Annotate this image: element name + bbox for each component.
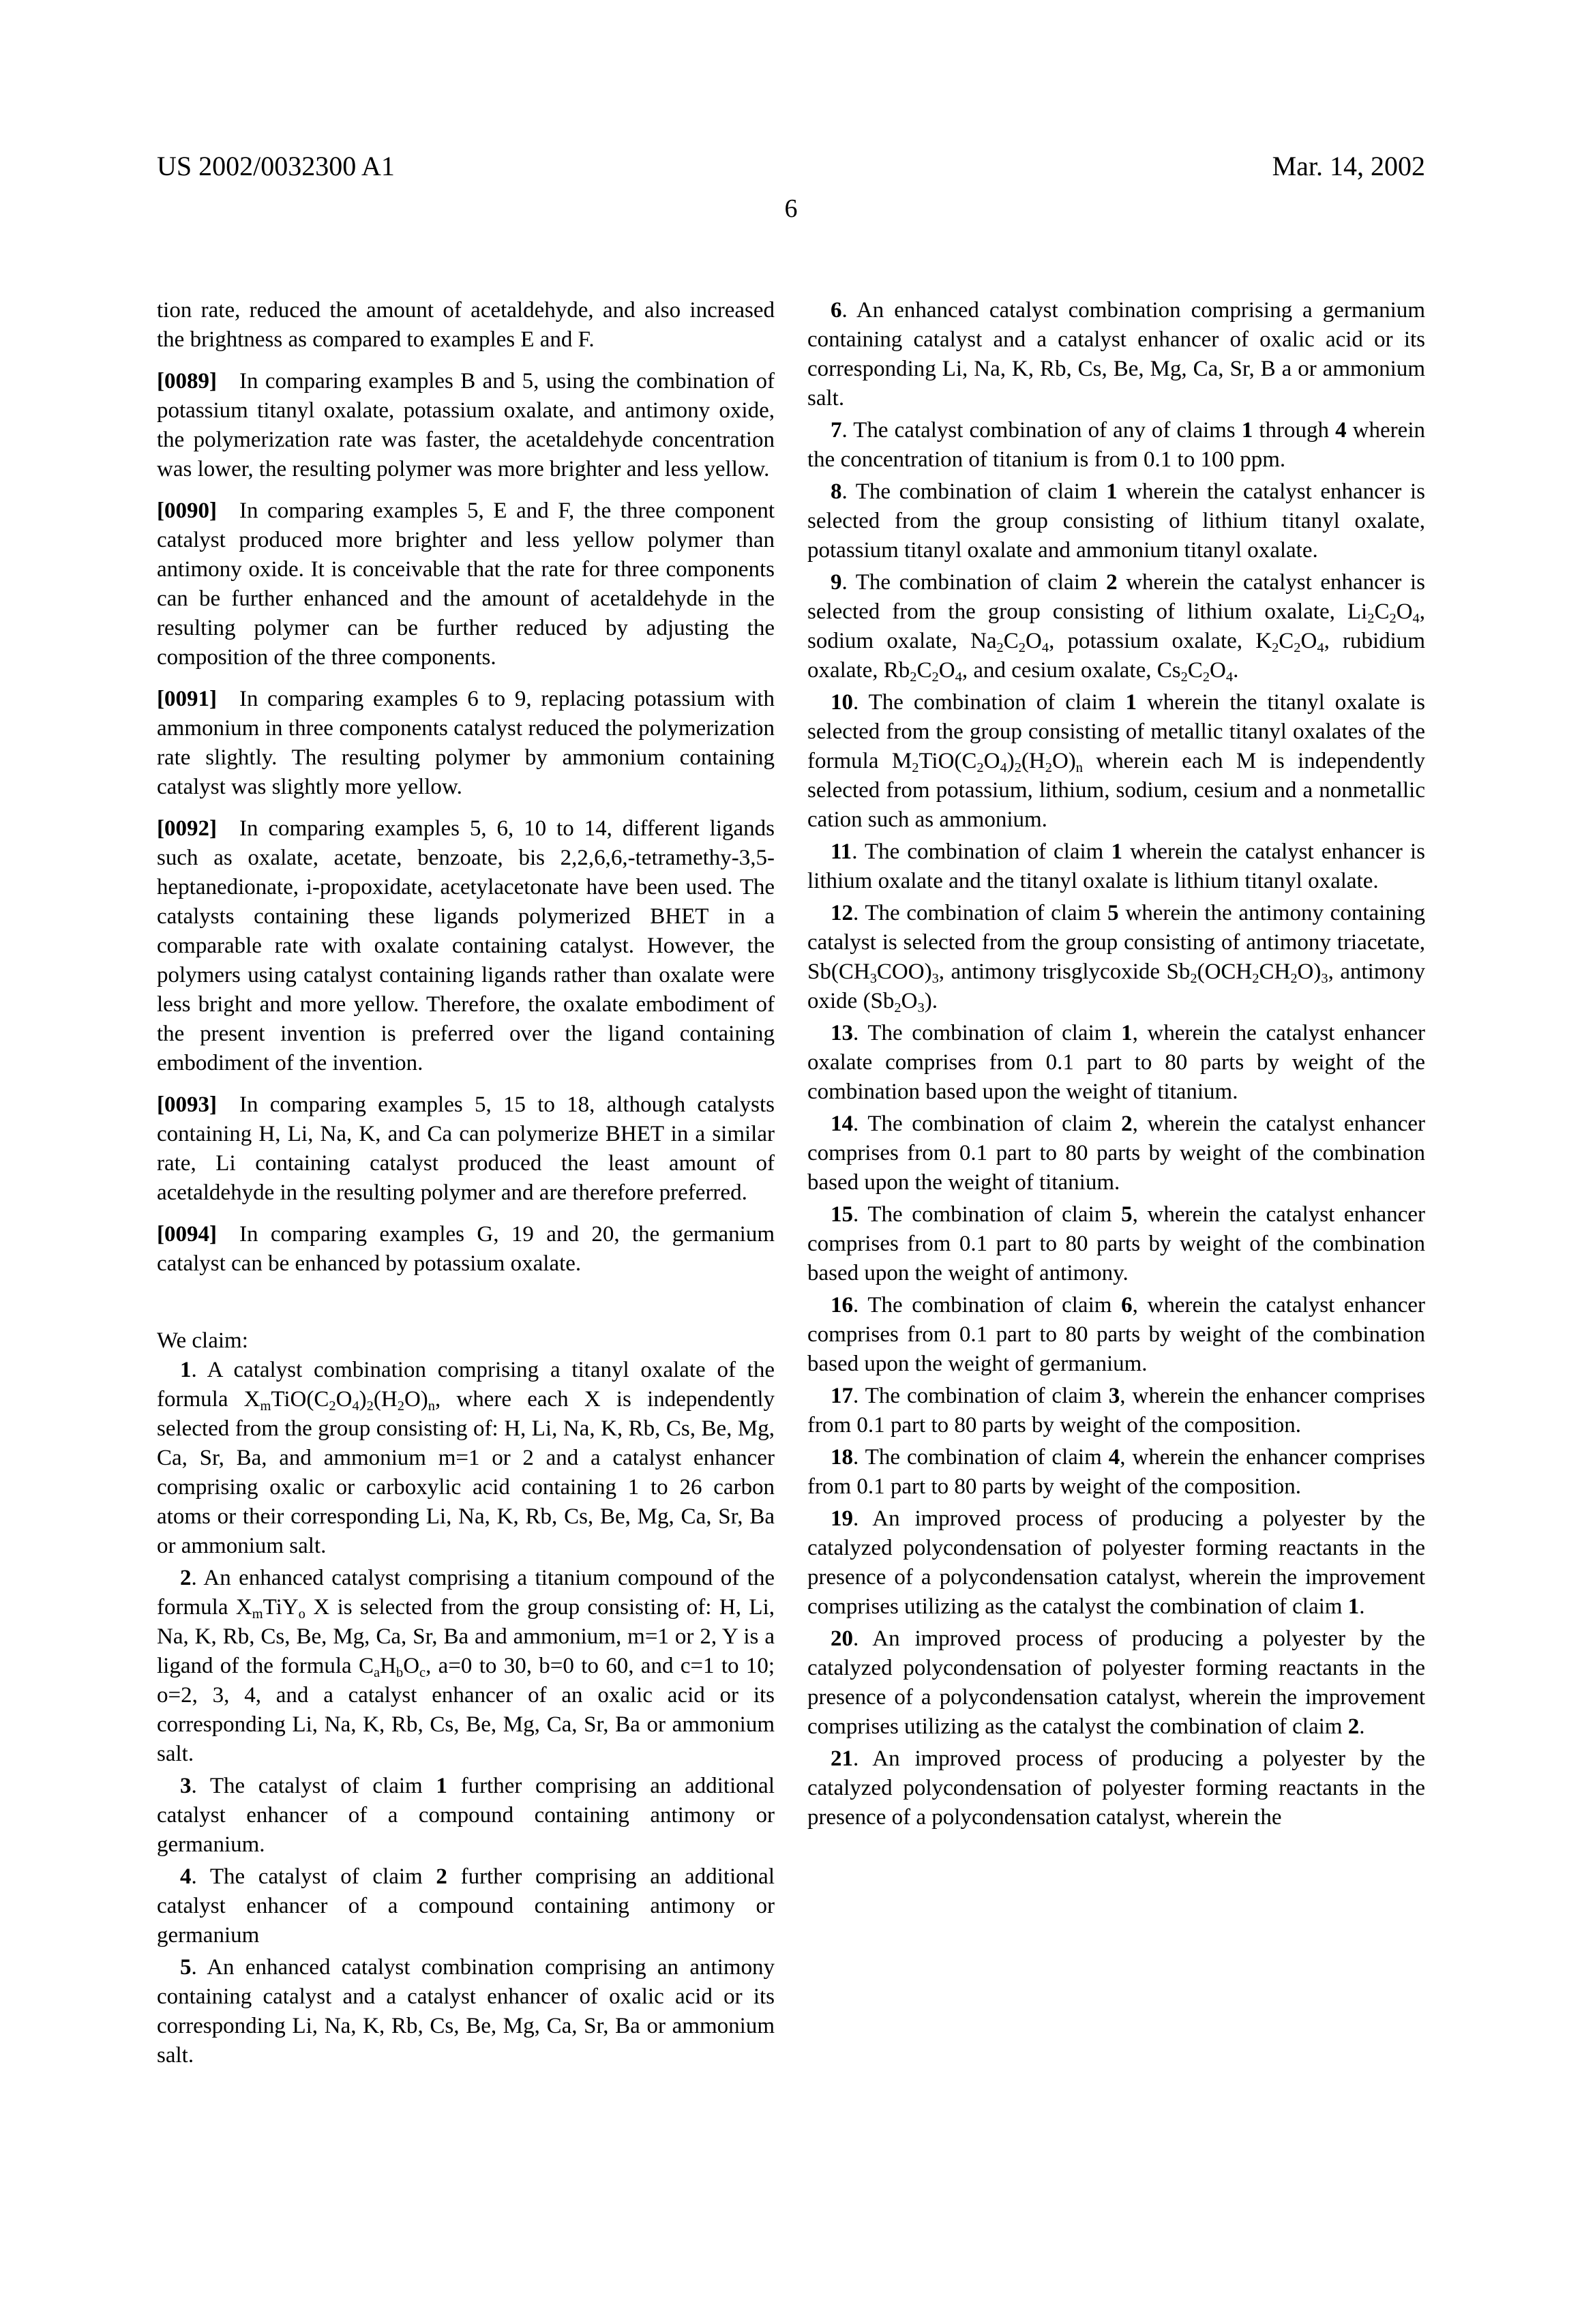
claim-17: 17. The combination of claim 3, wherein the enhancer comprises from 0.1 part to 80 parts by weight of the composition.: [807, 1384, 1426, 1437]
claim-1: 1. A catalyst combination comprising a titanyl oxalate of the formula $X_mTiO(C_2O_4)_2(H_2O)_n$, where each X is independently selected from the group consisting of: H, Li, Na, K, Rb, Cs, Be, Mg, Ca, Sr, Ba, and ammonium m=1 or 2 and a catalyst enhancer comprising oxalic or carboxylic acid containing 1 to 26 carbon atoms or their corresponding Li, Na, K, Rb, Cs, Be, Mg, Ca, Sr, Ba or ammonium salt.: [157, 1358, 775, 1558]
claim-13: 13. The combination of claim 1, wherein the catalyst enhancer oxalate comprises from 0.1 part to 80 parts by weight of the combination based upon the weight of titanium.: [807, 1021, 1426, 1104]
claim-10: 10. The combination of claim 1 wherein the titanyl oxalate is selected from the group consisting of metallic titanyl oxalates of the formula $M_2TiO(C_2O_4)_2(H_2O)_n$ wherein each M is independently selected from potassium, lithium, sodium, cesium and a nonmetallic cation such as ammonium.: [807, 690, 1425, 832]
publication-date: Mar. 14, 2002: [1272, 151, 1425, 181]
paragraph-0094: [0094] In comparing examples G, 19 and 20, the germanium catalyst can be enhanced by potassium oxalate.: [157, 1222, 775, 1276]
paragraph-0092: [0092] In comparing examples 5, 6, 10 to 14, different ligands such as oxalate, acetate, benzoate, bis 2,2,6,6,-tetramethy-3,5-heptanedionate, i-propoxidate, acetylacetonate have been used. The catalysts containing these ligands polymerized BHET in a comparable rate with oxalate containing catalyst. However, the polymers using catalyst containing ligands rather than oxalate were less bright and more yellow. Therefore, the oxalate embodiment of the present invention is preferred over the ligand containing embodiment of the invention.: [157, 816, 775, 1075]
two-column-body: [157, 296, 1425, 2070]
claim-21: 21. An improved process of producing a polyester by the catalyzed polycondensation of polyester forming reactants in the presence of a polycondensation catalyst, wherein the: [807, 1746, 1425, 1830]
claim-3: 3. The catalyst of claim 1 further comprising an additional catalyst enhancer of a compound containing antimony or germanium.: [157, 1774, 775, 1857]
claim-6: 6. An enhanced catalyst combination comprising a germanium containing catalyst and a catalyst enhancer of oxalic acid or its corresponding Li, Na, K, Rb, Cs, Be, Mg, Ca, Sr, B a or ammonium salt.: [807, 298, 1425, 411]
page-header: [157, 151, 1425, 181]
claim-20: 20. An improved process of producing a polyester by the catalyzed polycondensation of polyester forming reactants in the presence of a polycondensation catalyst, wherein the improvement comprises utilizing as the catalyst the combination of claim 2.: [807, 1626, 1425, 1739]
page-number: 6: [784, 194, 798, 223]
paragraph-0089: [0089] In comparing examples B and 5, using the combination of potassium titanyl oxalate, potassium oxalate, and antimony oxide, the polymerization rate was faster, the acetaldehyde concentration was lower, the resulting polymer was more brighter and less yellow.: [157, 369, 775, 481]
claims-heading: We claim:: [157, 1328, 248, 1353]
column-right: [807, 296, 1425, 1832]
claim-8: 8. The combination of claim 1 wherein the catalyst enhancer is selected from the group consisting of lithium titanyl oxalate, potassium titanyl oxalate and ammonium titanyl oxalate.: [807, 479, 1425, 563]
claim-11: 11. The combination of claim 1 wherein the catalyst enhancer is lithium oxalate and the titanyl oxalate is lithium titanyl oxalate.: [807, 839, 1425, 893]
claim-9: 9. The combination of claim 2 wherein the catalyst enhancer is selected from the group consisting of lithium oxalate, $Li_2C_2O_4$, sodium oxalate, $Na_2C_2O_4$, potassium oxalate, $K_2C_2O_4$, rubidium oxalate, $Rb_2C_2O_4$, and cesium oxalate, $Cs_2C_2O_4$.: [807, 570, 1426, 685]
claim-4: 4. The catalyst of claim 2 further comprising an additional catalyst enhancer of a compound containing antimony or germanium: [157, 1864, 775, 1948]
claim-18: 18. The combination of claim 4, wherein the enhancer comprises from 0.1 part to 80 parts by weight of the composition.: [807, 1445, 1426, 1499]
claim-5: 5. An enhanced catalyst combination comprising an antimony containing catalyst and a catalyst enhancer of oxalic acid or its corresponding Li, Na, K, Rb, Cs, Be, Mg, Ca, Sr, Ba or ammonium salt.: [157, 1955, 775, 2068]
paragraph-0093: [0093] In comparing examples 5, 15 to 18, although catalysts containing H, Li, Na, K, and Ca can polymerize BHET in a similar rate, Li containing catalyst produced the least amount of acetaldehyde in the resulting polymer and are therefore preferred.: [157, 1092, 775, 1205]
claim-16: 16. The combination of claim 6, wherein the catalyst enhancer comprises from 0.1 part to 80 parts by weight of the combination based upon the weight of germanium.: [807, 1293, 1426, 1376]
column-left: [157, 296, 775, 2070]
claim-14: 14. The combination of claim 2, wherein the catalyst enhancer comprises from 0.1 part to 80 parts by weight of the combination based upon the weight of titanium.: [807, 1112, 1426, 1195]
paragraph-0091: [0091] In comparing examples 6 to 9, replacing potassium with ammonium in three components catalyst reduced the polymerization rate slightly. The resulting polymer by ammonium containing catalyst was slightly more yellow.: [157, 687, 775, 799]
claim-15: 15. The combination of claim 5, wherein the catalyst enhancer comprises from 0.1 part to 80 parts by weight of the combination based upon the weight of antimony.: [807, 1202, 1426, 1285]
claim-2: 2. An enhanced catalyst comprising a titanium compound of the formula $X_mTiY_o$ X is selected from the group consisting of: H, Li, Na, K, Rb, Cs, Be, Mg, Ca, Sr, Ba and ammonium, m=1 or 2, Y is a ligand of the formula $C_aH_bO_c$, a=0 to 30, b=0 to 60, and c=1 to 10; o=2, 3, 4, and a catalyst enhancer of an oxalic acid or its corresponding Li, Na, K, Rb, Cs, Be, Mg, Ca, Sr, Ba or ammonium salt.: [157, 1566, 775, 1766]
claim-19: 19. An improved process of producing a polyester by the catalyzed polycondensation of polyester forming reactants in the presence of a polycondensation catalyst, wherein the improvement comprises utilizing as the catalyst the combination of claim 1.: [807, 1506, 1425, 1619]
publication-number: US 2002/0032300 A1: [157, 151, 395, 181]
paragraph-0090: [0090] In comparing examples 5, E and F, the three component catalyst produced more brighter and less yellow polymer than antimony oxide. It is conceivable that the rate for three components can be further enhanced and the amount of acetaldehyde in the resulting polymer can be further reduced by adjusting the composition of the three components.: [157, 498, 775, 670]
claim-12: 12. The combination of claim 5 wherein the antimony containing catalyst is selected from the group consisting of antimony triacetate, $Sb(CH_3COO)_3$, antimony trisglycoxide $Sb_2(OCH_2CH_2O)_3$, antimony oxide $(Sb_2O_3)$.: [807, 901, 1425, 1015]
continuation-paragraph: tion rate, reduced the amount of acetaldehyde, and also increased the brightness as compared to examples E and F.: [157, 298, 775, 352]
claim-7: 7. The catalyst combination of any of claims 1 through 4 wherein the concentration of titanium is from 0.1 to 100 ppm.: [807, 418, 1425, 472]
